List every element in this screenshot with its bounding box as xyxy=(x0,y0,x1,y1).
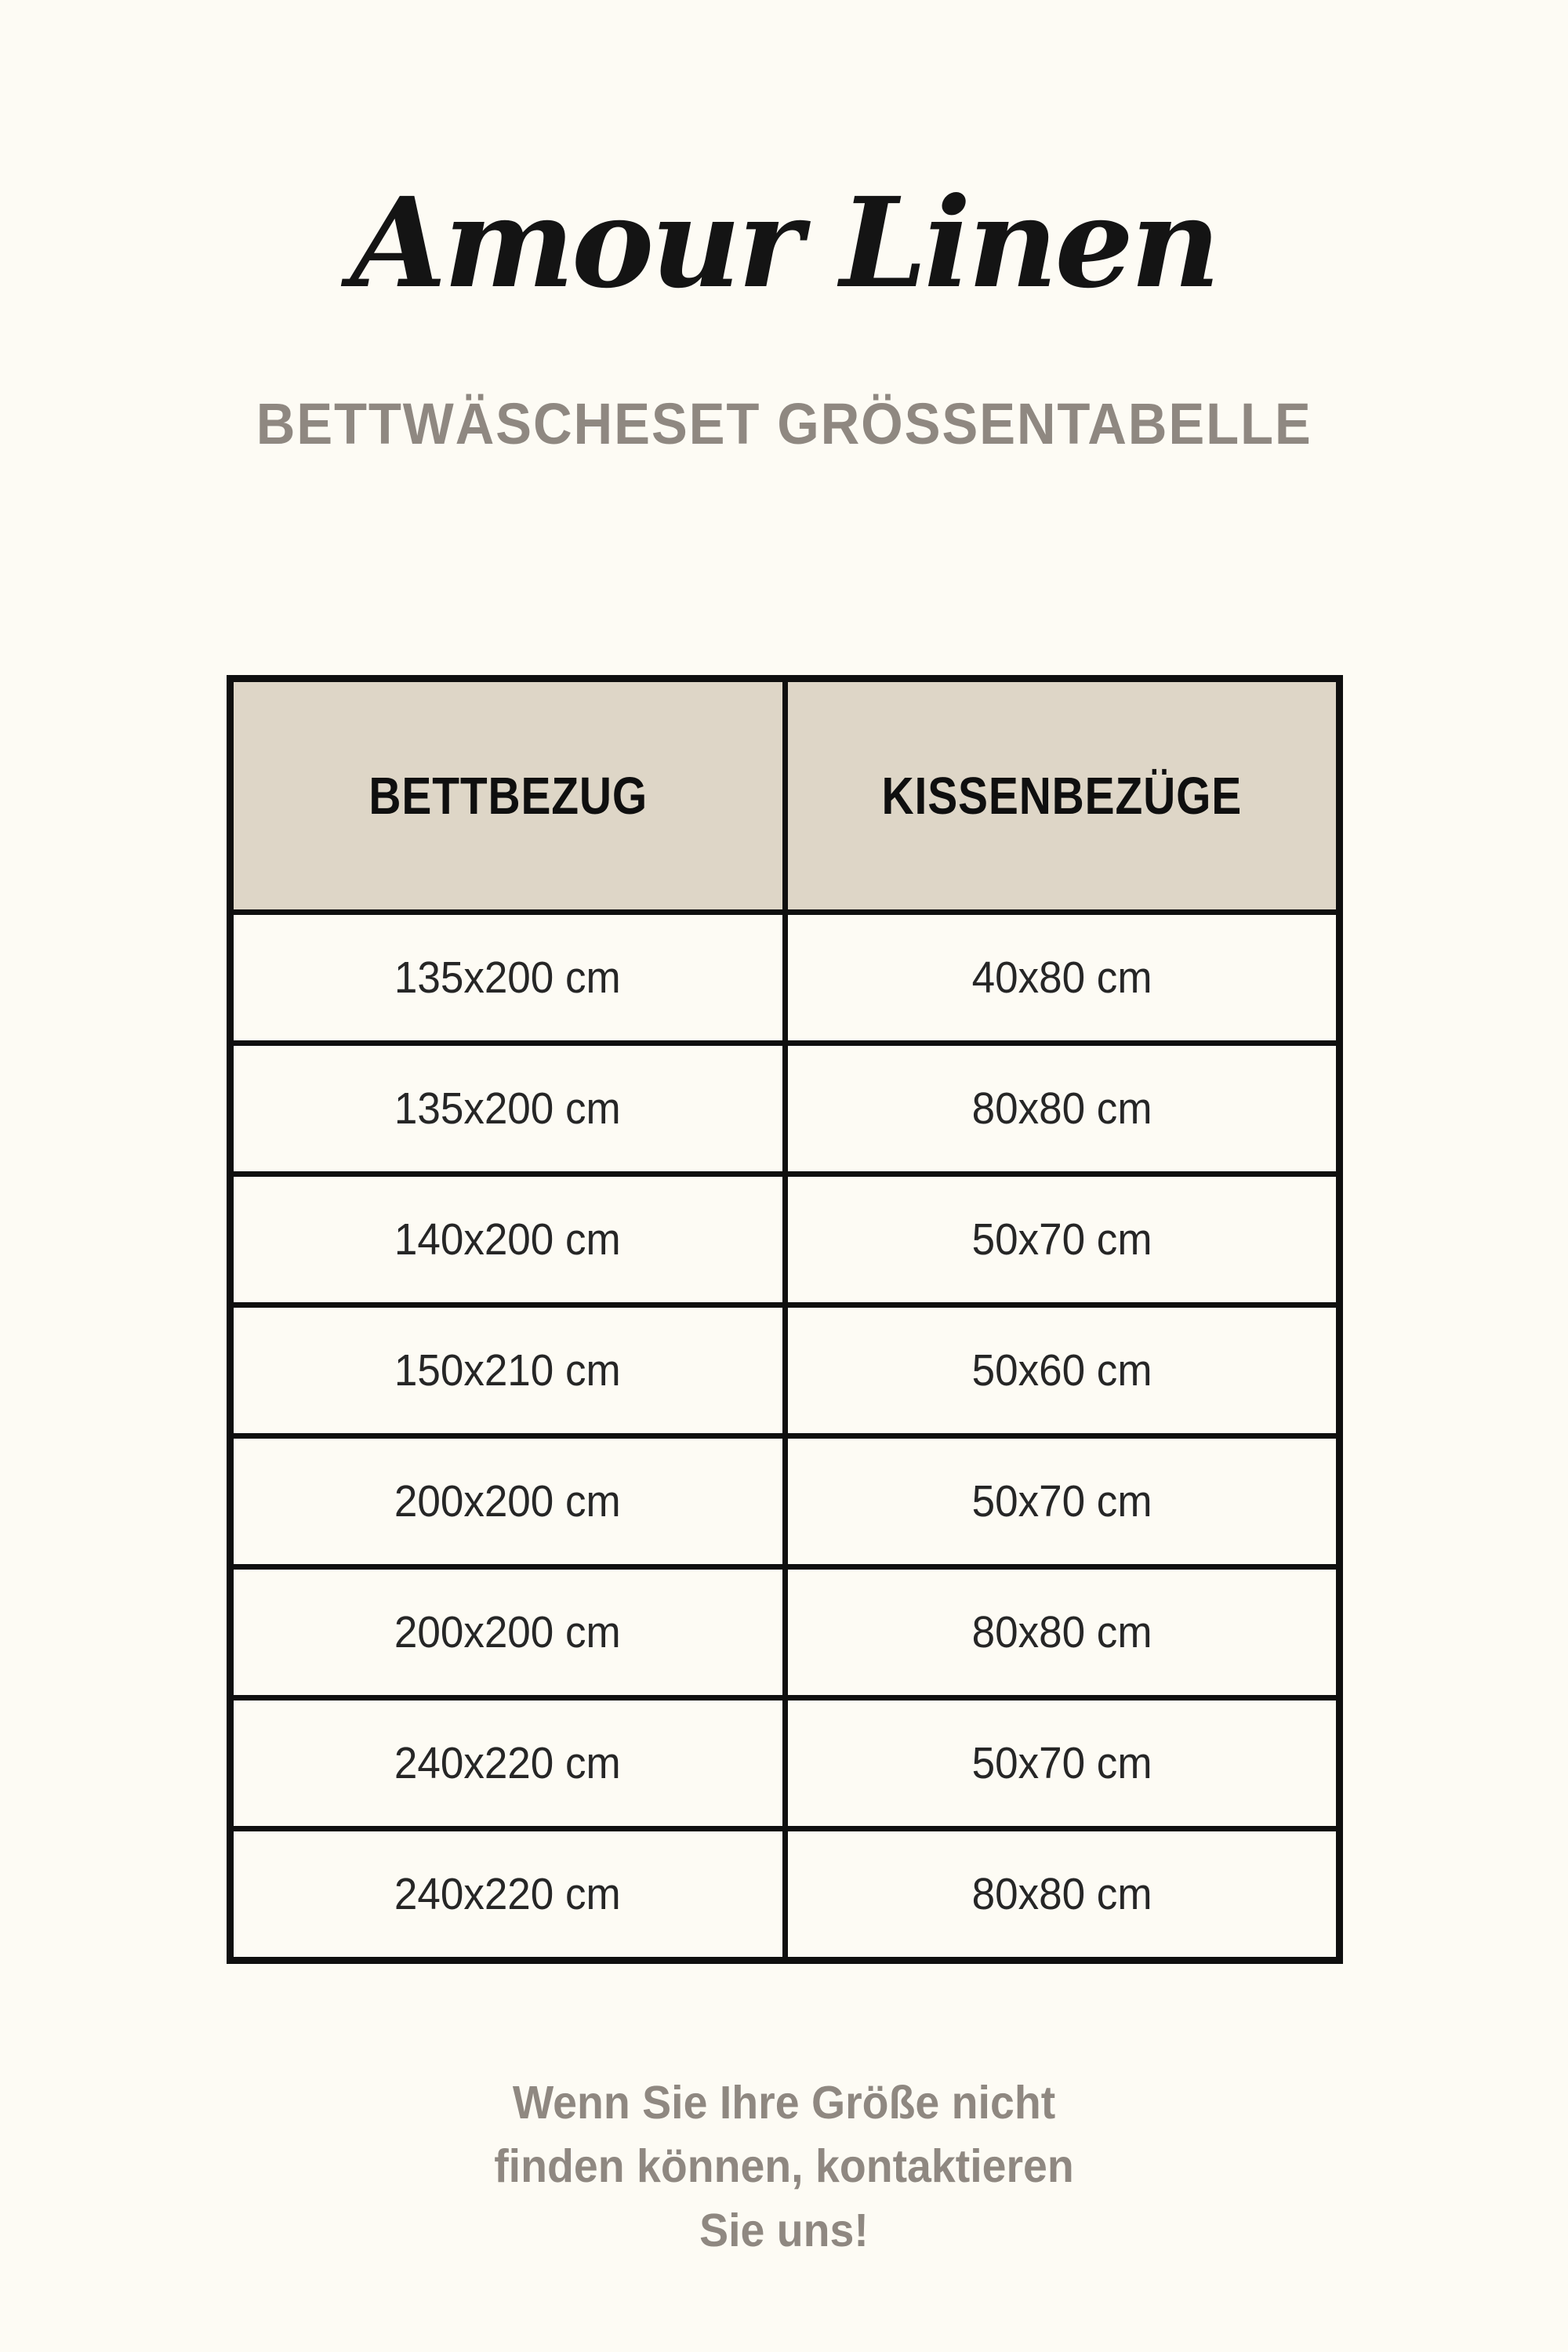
duvet-size-value: 150x210 cm xyxy=(394,1345,622,1396)
column-header-bettbezug xyxy=(230,679,786,913)
pillow-size-value: 80x80 cm xyxy=(971,1869,1152,1919)
table-row xyxy=(230,1044,1340,1174)
table-row xyxy=(230,1829,1340,1961)
pillow-size-cell xyxy=(785,1044,1340,1174)
pillow-size-cell xyxy=(785,1305,1340,1436)
pillow-size-cell xyxy=(785,1567,1340,1698)
pillow-size-value: 80x80 cm xyxy=(971,1607,1152,1657)
size-table xyxy=(227,675,1343,1964)
duvet-size-cell xyxy=(230,1698,786,1829)
duvet-size-cell xyxy=(230,1829,786,1961)
duvet-size-value: 240x220 cm xyxy=(394,1738,622,1788)
column-header-kissenbezuege-label: KISSENBEZÜGE xyxy=(881,766,1243,826)
size-table-head xyxy=(230,679,1340,913)
duvet-size-cell xyxy=(230,1436,786,1567)
contact-note-line: Sie uns! xyxy=(699,2204,869,2256)
size-table-body xyxy=(230,913,1340,1961)
column-header-kissenbezuege xyxy=(785,679,1340,913)
table-row xyxy=(230,1174,1340,1305)
table-row xyxy=(230,1305,1340,1436)
duvet-size-value: 135x200 cm xyxy=(394,1083,622,1134)
pillow-size-value: 40x80 cm xyxy=(971,953,1152,1003)
pillow-size-value: 50x60 cm xyxy=(971,1345,1152,1396)
duvet-size-value: 200x200 cm xyxy=(394,1607,622,1657)
table-row xyxy=(230,1436,1340,1567)
duvet-size-cell xyxy=(230,1174,786,1305)
pillow-size-cell xyxy=(785,1174,1340,1305)
duvet-size-cell xyxy=(230,1044,786,1174)
pillow-size-cell xyxy=(785,1698,1340,1829)
duvet-size-cell xyxy=(230,913,786,1044)
table-row xyxy=(230,1567,1340,1698)
duvet-size-cell xyxy=(230,1567,786,1698)
column-header-bettbezug-label: BETTBEZUG xyxy=(368,766,648,826)
duvet-size-value: 140x200 cm xyxy=(394,1214,622,1265)
contact-note-line: finden können, kontaktieren xyxy=(494,2140,1074,2193)
page-title-label: BETTWÄSCHESET GRÖSSENTABELLE xyxy=(256,391,1312,456)
page-title xyxy=(0,390,1568,457)
pillow-size-value: 80x80 cm xyxy=(971,1083,1152,1134)
pillow-size-value: 50x70 cm xyxy=(971,1214,1152,1265)
pillow-size-value: 50x70 cm xyxy=(971,1738,1152,1788)
contact-note xyxy=(47,2071,1521,2263)
duvet-size-value: 200x200 cm xyxy=(394,1476,622,1526)
table-row xyxy=(230,913,1340,1044)
table-row xyxy=(230,1698,1340,1829)
duvet-size-value: 135x200 cm xyxy=(394,953,622,1003)
contact-note-line: Wenn Sie Ihre Größe nicht xyxy=(512,2077,1056,2129)
duvet-size-cell xyxy=(230,1305,786,1436)
brand-logo: Amour Linen xyxy=(350,171,1218,316)
duvet-size-value: 240x220 cm xyxy=(394,1869,622,1919)
header-row xyxy=(230,679,1340,913)
pillow-size-cell xyxy=(785,1436,1340,1567)
pillow-size-cell xyxy=(785,913,1340,1044)
pillow-size-value: 50x70 cm xyxy=(971,1476,1152,1526)
pillow-size-cell xyxy=(785,1829,1340,1961)
